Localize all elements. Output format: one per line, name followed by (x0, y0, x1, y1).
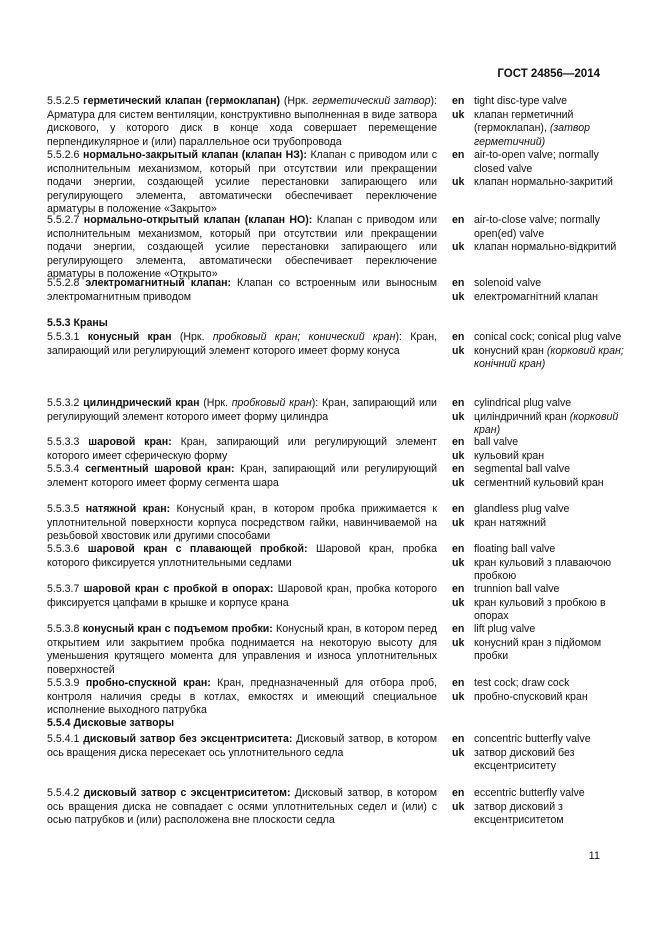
term-definition: 5.5.3.3 шаровой кран: Кран, запирающий или регулирующий элемент которого имеет сферическую форму (47, 436, 437, 462)
term-translations: en eccentric butterfly valve uk затвор дисковий з ексцентриситетом (452, 787, 585, 826)
term-definition: 5.5.2.6 нормально-закрытый клапан (клапан НЗ): Клапан с приводом или с исполнительным механизмом, который при отсутствии или прекращении подачи энергии, создающей усилие перестановки запирающего или регулирующего элемента, автоматически обеспечивает переключение арматуры в положение «Закрыто» (47, 149, 437, 215)
term-definition: 5.5.4.1 дисковый затвор без эксцентриситета: Дисковый затвор, в котором ось вращения диска пересекает ось уплотнительного седла (47, 733, 438, 759)
term-definition: 5.5.2.5 герметический клапан (гермоклапан) (Нрк. герметический затвор): Арматура для систем вентиляции, конструктивно выполненная в виде затвора дискового, у которого диск в конце хода совершает перемещение перпендикулярное и (или) параллельное оси трубопровода (47, 95, 437, 148)
term-definition: 5.5.3.1 конусный кран (Нрк. пробковый кран; конический кран): Кран, запирающий или регулирующий элемент которого имеет форму конуса (47, 331, 437, 357)
term-translations: en solenoid valve uk електромагнітний клапан (452, 277, 599, 303)
term-definition: 5.5.2.7 нормально-открытый клапан (клапан НО): Клапан с приводом или исполнительным механизмом, который при отсутствии или прекращении подачи энергии, создающей усилие перестановки запирающего или регулирующего элемента, автоматически обеспечивает переключение арматуры в положение «Открыто» (47, 214, 437, 280)
term-translations: en glandless plug valve uk кран натяжний (452, 503, 570, 529)
term-definition: 5.5.3.6 шаровой кран с плавающей пробкой: Шаровой кран, пробка которого фиксируется уплотнительными седлами (47, 543, 437, 569)
term-translations: en air-to-close valve; normally open(ed) valve uk клапан нормально-відкритий (452, 214, 617, 253)
term-definition: 5.5.3.7 шаровой кран с пробкой в опорах: Шаровой кран, пробка которого фиксируется цапфами в крышке и корпусе крана (47, 583, 437, 609)
section-heading: 5.5.4 Дисковые затворы (47, 717, 175, 729)
term-definition: 5.5.4.2 дисковый затвор с эксцентриситетом: Дисковый затвор, в котором ось вращения диска не совпадает с осями уплотнительных седел и (или) с осью патрубков и (или) расположена вне плоскости седла (47, 787, 437, 826)
term-translations: en segmental ball valve uk сегментний кульовий кран (452, 463, 604, 489)
term-translations: en test cock; draw cock uk пробно-спусковий кран (452, 677, 588, 703)
term-definition: 5.5.2.8 электромагнитный клапан: Клапан со встроенным или выносным электромагнитным приводом (47, 277, 437, 303)
document-header: ГОСТ 24856—2014 (497, 68, 600, 80)
term-translations: en concentric butterfly valve uk затвор дисковий без ексцентриситету (452, 733, 591, 772)
term-translations: en conical cock; conical plug valve uk конусний кран (корковий кран; конічний кран) (452, 331, 624, 370)
section-heading: 5.5.3 Краны (47, 317, 108, 329)
term-translations: en air-to-open valve; normally closed valve uk клапан нормально-закритий (452, 149, 613, 188)
term-definition: 5.5.3.9 пробно-спускной кран: Кран, предназначенный для отбора проб, контроля наличия среды в котлах, емкостях и имеющий специальное исполнение выходного патрубка (47, 677, 437, 716)
term-translations: en tight disc-type valve uk клапан герметичний (гермоклапан), (затвор герметичний) (452, 95, 590, 148)
term-definition: 5.5.3.5 натяжной кран: Конусный кран, в котором пробка прижимается к уплотнительной поверхности корпуса посредством гайки, навинчиваемой на резьбовой хвостовик или другими способами (47, 503, 438, 542)
term-translations: en floating ball valve uk кран кульовий з плаваючою пробкою (452, 543, 612, 582)
term-translations: en trunnion ball valve uk кран кульовий з пробкою в опорах (452, 583, 606, 622)
term-definition: 5.5.3.4 сегментный шаровой кран: Кран, запирающий или регулирующий элемент которого имеет форму сегмента шара (47, 463, 437, 489)
term-definition: 5.5.3.8 конусный кран с подъемом пробки: Конусный кран, в котором перед открытием или закрытием пробка поднимается на некоторую высоту для уменьшения крутящего момента для управления и износа уплотнительных поверхностей (47, 623, 437, 676)
page-number: 11 (588, 850, 600, 862)
term-definition: 5.5.3.2 цилиндрический кран (Нрк. пробковый кран): Кран, запирающий или регулирующий элемент которого имеет форму цилиндра (47, 397, 437, 423)
term-translations: en cylindrical plug valve uk циліндричний кран (корковий кран) (452, 397, 619, 436)
term-translations: en ball valve uk кульовий кран (452, 436, 545, 462)
term-translations: en lift plug valve uk конусний кран з підйомом пробки (452, 623, 602, 662)
